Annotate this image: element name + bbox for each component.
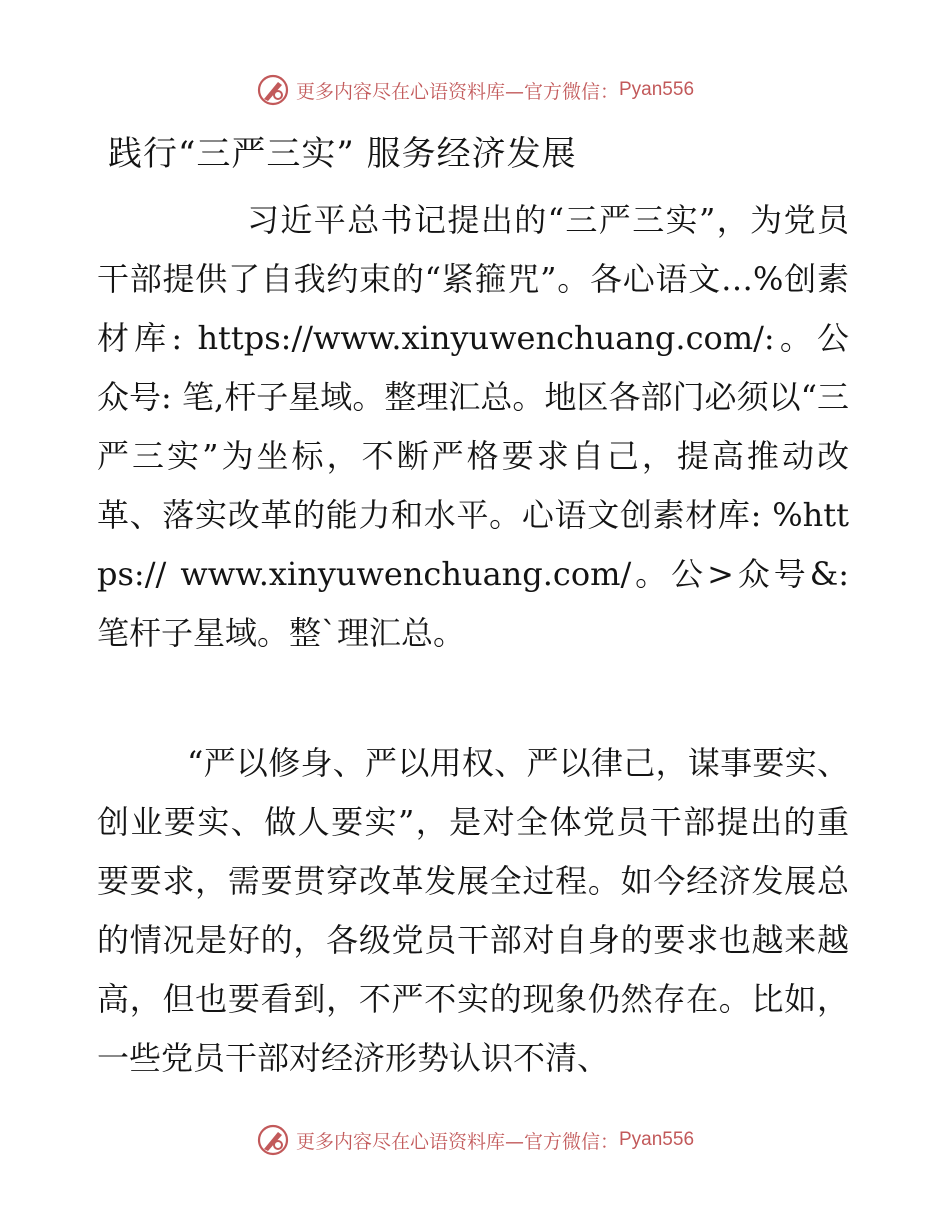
banner-wechat-id: Pyan556 [619, 1129, 695, 1150]
pen-logo-icon [256, 1123, 290, 1157]
header-banner [0, 70, 950, 110]
pen-logo-icon [256, 73, 290, 107]
paragraph-1: 习近平总书记提出的“三严三实”，为党员干部提供了自我约束的“紧箍咒”。各心语文…%创素材库: https://www.xinyuwenchuang.com/:。公众号: 笔,杆子星域。整理汇总。地区各部门必须以“三严三实”为坐标，不断严格要求自己，提高推动改革、落实改革的能力和水平。心语文创素材库: %https:// www.xinyuwenchuang.com/。公>众号&: 笔杆子星域。整`理汇总。 [97, 201, 849, 652]
footer-banner [0, 1120, 950, 1160]
document-title: 践行“三严三实” 服务经济发展 [108, 134, 577, 174]
banner-text: 更多内容尽在心语资料库—官方微信： [295, 80, 619, 103]
banner-text: 更多内容尽在心语资料库—官方微信： [295, 1130, 619, 1153]
banner-wechat-id: Pyan556 [619, 79, 695, 100]
paragraph-2: “严以修身、严以用权、严以律己，谋事要实、创业要实、做人要实”，是对全体党员干部提出的重要要求，需要贯穿改革发展全过程。如今经济发展总的情况是好的，各级党员干部对自身的要求也越来越高，但也要看到，不严不实的现象仍然存在。比如，一些党员干部对经济形势认识不清、 [97, 744, 849, 1077]
